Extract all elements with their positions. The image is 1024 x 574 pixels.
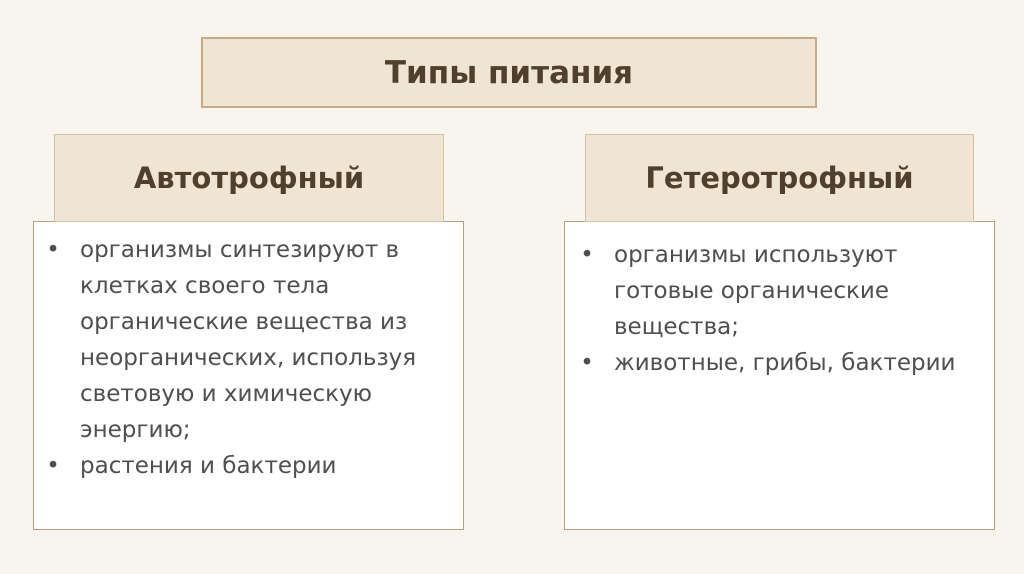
autotrophic-item-1-text: организмы синтезируют в клетках своего тела органические вещества из неорганических, используя световую и химическую энергию; — [80, 237, 417, 443]
bullet-icon: • — [580, 242, 594, 268]
heterotrophic-item-1 — [577, 237, 989, 345]
autotrophic-item-1 — [43, 232, 453, 448]
autotrophic-list — [43, 232, 453, 484]
autotrophic-heading: Автотрофный — [133, 161, 365, 195]
heterotrophic-header — [585, 134, 974, 222]
bullet-icon: • — [580, 350, 594, 376]
title-box — [201, 37, 817, 108]
diagram-title: Типы питания — [384, 54, 634, 91]
bullet-icon: • — [46, 453, 60, 479]
heterotrophic-list — [577, 237, 989, 381]
autotrophic-content — [33, 221, 464, 530]
autotrophic-item-2-text: растения и бактерии — [80, 453, 337, 479]
heterotrophic-item-2-text: животные, грибы, бактерии — [614, 350, 956, 376]
bullet-icon: • — [46, 237, 60, 263]
heterotrophic-item-1-text: организмы используют готовые органические вещества; — [614, 242, 898, 340]
heterotrophic-heading: Гетеротрофный — [645, 161, 914, 195]
autotrophic-item-2 — [43, 448, 453, 484]
heterotrophic-content — [564, 221, 995, 530]
heterotrophic-item-2 — [577, 345, 989, 381]
autotrophic-header — [54, 134, 444, 222]
